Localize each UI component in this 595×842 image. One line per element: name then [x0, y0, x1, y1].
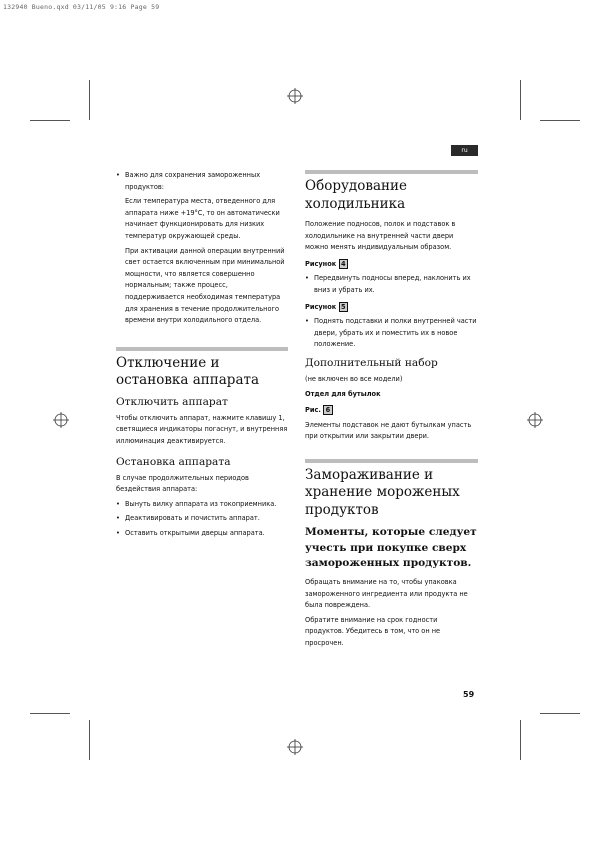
intro-paragraph: Если температура места, отведенного для аппарата ниже +19°C, то он автоматически начинает функционировать для низких температур окружающей среды. [125, 197, 280, 240]
list-item: • Деактивировать и почистить аппарат. [116, 513, 288, 525]
figure-number: 6 [323, 405, 333, 415]
section-title: Замораживание и хранение мороженых продуктов [305, 466, 460, 518]
list-item: • Вынуть вилку аппарата из токоприемника. [116, 499, 288, 511]
file-slug: 132940 Bueno.qxd 03/11/05 9:16 Page 59 [3, 3, 160, 11]
page-number: 59 [463, 690, 475, 699]
paragraph: В случае продолжительных периодов бездействия аппарата: [116, 473, 249, 494]
left-column [116, 170, 288, 542]
crop-mark [520, 80, 521, 120]
language-tab: ru [451, 145, 478, 156]
section-divider [116, 347, 288, 351]
crop-mark [540, 713, 580, 714]
note: (не включен во все модели) [305, 374, 403, 383]
crop-mark [89, 720, 90, 760]
section-title: Отключение и остановка аппарата [116, 354, 260, 389]
subsection-title: Отключить аппарат [116, 395, 228, 408]
figure-label [305, 259, 478, 271]
section-divider [305, 459, 478, 463]
paragraph: Обратите внимание на срок годности продуктов. Убедитесь в том, что он не просрочен. [305, 615, 441, 647]
registration-mark-icon [527, 412, 543, 428]
figure-label-text: Рисунок [305, 259, 337, 268]
registration-mark-icon [287, 739, 303, 755]
registration-mark-icon [287, 88, 303, 104]
paragraph: Положение подносов, полок и подставок в холодильнике на внутренней части двери можно менять индивидуальным образом. [305, 220, 456, 252]
figure-label [305, 302, 478, 314]
figure-label [305, 405, 478, 417]
section-divider [305, 170, 478, 174]
figure-label-text: Рис. [305, 406, 321, 415]
list-item: • Поднять подставки и полки внутренней части двери, убрать их и поместить их в новое положение. [305, 316, 478, 351]
right-column [305, 170, 478, 652]
section-title: Оборудование холодильника [305, 178, 407, 212]
list-item: • Передвинуть подносы вперед, наклонить их вниз и убрать их. [305, 273, 478, 296]
crop-mark [30, 120, 70, 121]
list-item: • Оставить открытыми дверцы аппарата. [116, 528, 288, 540]
figure-number: 5 [339, 302, 349, 312]
crop-mark [540, 120, 580, 121]
paragraph: Чтобы отключить аппарат, нажмите клавишу 1, светящиеся индикаторы погаснут, и внутренняя иллюминация деактивируется. [116, 413, 288, 445]
paragraph: Обращать внимание на то, чтобы упаковка замороженного ингредиента или продукта не была повреждена. [305, 577, 468, 610]
registration-mark-icon [53, 412, 69, 428]
subsection-title: Остановка аппарата [116, 455, 231, 468]
crop-mark [520, 720, 521, 760]
intro-bullet: • Важно для сохранения замороженных продуктов: [116, 170, 288, 193]
subsection-label: Отдел для бутылок [305, 389, 381, 398]
paragraph: Элементы подставок не дают бутылкам упасть при открытии или закрытии двери. [305, 420, 472, 441]
section-subtitle: Моменты, которые следует учесть при покупке сверх замороженных продуктов. [305, 526, 477, 570]
figure-number: 4 [339, 259, 349, 269]
crop-mark [30, 713, 70, 714]
subsection-title: Дополнительный набор [305, 356, 438, 369]
figure-label-text: Рисунок [305, 302, 337, 311]
intro-paragraph: При активации данной операции внутренний свет остается включенным при минимальной мощности, что является совершенно нормальным; также процесс, поддерживается необходимая температура для хранения в течение продолжительного времени внутри холодильного отдела. [125, 246, 285, 325]
crop-mark [89, 80, 90, 120]
